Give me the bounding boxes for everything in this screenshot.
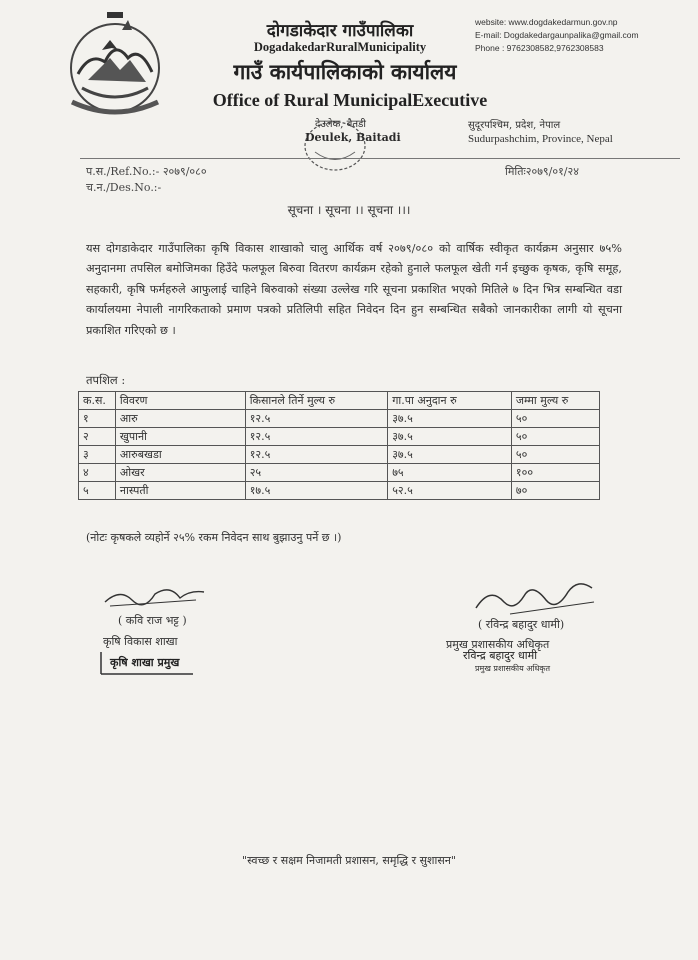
table-row xyxy=(79,482,600,500)
stamp-location-english: Deulek, Baitadi xyxy=(305,131,401,144)
contact-block xyxy=(475,16,639,55)
table-cell: ३७.५ xyxy=(388,446,512,464)
table-cell: ओखर xyxy=(115,464,245,482)
table-cell: ३७.५ xyxy=(388,410,512,428)
table-cell: ७५ xyxy=(388,464,512,482)
municipality-name-english: DogadakedarRuralMunicipality xyxy=(253,40,427,54)
nepal-emblem-logo xyxy=(60,10,170,122)
right-signatory-stamp-title: प्रमुख प्रशासकीय अधिकृत xyxy=(475,664,551,673)
table-cell: ५ xyxy=(79,482,116,500)
left-signature-scribble xyxy=(100,580,210,610)
table-cell: नास्पती xyxy=(115,482,245,500)
fruit-plant-price-table xyxy=(78,391,600,500)
table-cell: ४ xyxy=(79,464,116,482)
table-cell: २५ xyxy=(245,464,387,482)
table-cell: १२.५ xyxy=(245,428,387,446)
table-cell: २ xyxy=(79,428,116,446)
table-row xyxy=(79,464,600,482)
header-cell-subsidy: गा.पा अनुदान रु xyxy=(388,392,512,410)
table-cell: ३७.५ xyxy=(388,428,512,446)
email-text: E-mail: Dogdakedargaunpalika@gmail.com xyxy=(475,30,639,40)
left-signatory-section: कृषि विकास शाखा xyxy=(103,635,178,648)
table-header-row xyxy=(79,392,600,410)
table-row xyxy=(79,428,600,446)
website-text: website: www.dogdakedarmun.gov.np xyxy=(475,17,618,27)
location-english: Sudurpashchim, Province, Nepal xyxy=(468,133,613,145)
table-cell: १ xyxy=(79,410,116,428)
dispatch-number: च.न./Des.No.:- xyxy=(86,181,162,194)
table-cell: १२.५ xyxy=(245,410,387,428)
header-divider xyxy=(80,158,680,159)
table-cell: ५२.५ xyxy=(388,482,512,500)
table-row xyxy=(79,446,600,464)
table-cell: ३ xyxy=(79,446,116,464)
office-name-nepali: गाउँ कार्यपालिकाको कार्यालय xyxy=(233,59,457,84)
table-cell: आरु xyxy=(115,410,245,428)
right-signatory-stamp-name: रविन्द्र बहादुर धामी xyxy=(463,649,538,662)
table-cell: १७.५ xyxy=(245,482,387,500)
table-row xyxy=(79,410,600,428)
left-signatory-name: ( कवि राज भट्ट ) xyxy=(118,614,187,627)
phone-text: Phone : 9762308582,9762308583 xyxy=(475,43,604,53)
right-signatory-title: प्रमुख प्रशासकीय अधिकृत xyxy=(446,638,550,651)
header-cell-description: विवरण xyxy=(115,392,245,410)
header-cell-total: जम्मा मुल्य रु xyxy=(511,392,599,410)
office-name-english: Office of Rural MunicipalExecutive xyxy=(212,90,488,110)
reference-number: प.स./Ref.No.:- २०७९/०८० xyxy=(86,165,207,178)
details-label: तपशिल : xyxy=(86,373,126,387)
table-cell: ५० xyxy=(511,428,599,446)
table-cell: ७० xyxy=(511,482,599,500)
table-cell: ५० xyxy=(511,410,599,428)
note-text: (नोटः कृषकले व्यहोर्ने २५% रकम निवेदन साथ बुझाउनु पर्ने छ ।) xyxy=(86,531,342,544)
table-cell: १०० xyxy=(511,464,599,482)
right-signatory-name: ( रविन्द्र बहादुर धामी) xyxy=(478,618,565,631)
stamp-location-nepali: देउलेक, बैतडी xyxy=(315,119,366,130)
footer-slogan: "स्वच्छ र सक्षम निजामती प्रशासन, समृद्धि र सुशासन" xyxy=(242,854,456,867)
left-signatory-stamp: कृषि शाखा प्रमुख xyxy=(110,656,180,669)
notice-title: सूचना । सूचना ।। सूचना ।।। xyxy=(287,203,411,217)
municipality-name-nepali: दोगडाकेदार गाउँपालिका xyxy=(266,21,414,41)
table-cell: खुपानी xyxy=(115,428,245,446)
right-signature-scribble xyxy=(470,572,600,620)
location-nepali: सुदूरपश्चिम, प्रदेश, नेपाल xyxy=(468,120,561,131)
header-cell-farmer-price: किसानले तिर्ने मुल्य रु xyxy=(245,392,387,410)
table-cell: ५० xyxy=(511,446,599,464)
table-cell: आरुबखडा xyxy=(115,446,245,464)
table-cell: १२.५ xyxy=(245,446,387,464)
notice-body-paragraph: यस दोगडाकेदार गाउँपालिका कृषि विकास शाखाको चालु आर्थिक वर्ष २०७९/०८० को वार्षिक स्वीकृत कार्यक्रम अनुसार ७५% अनुदानमा तपसिल बमोजिमका हिउँदे फलफूल बिरुवा वितरण कार्यक्रम रहेको हुनाले फलफूल खेती गर्न इच्छुक कृषक, कृषि समूह, सहकारी, कृषि फर्महरुले आफुलाई चाहिने बिरुवाको संख्या उल्लेख गरि सूचना प्रकाशित भएको मितिले ७ दिन भित्र सम्बन्धित वडा कार्यालयमा नेपाली नागरिकताको प्रमाण पत्रको प्रतिलिपी सहित निवेदन दिन हुन सम्बन्धित सबैको जानकारीका लागी यो सूचना प्रकाशित गरिएको छ । xyxy=(86,242,622,337)
letter-date: मितिः२०७९/०१/२४ xyxy=(505,165,579,178)
header-cell-serial: क.स. xyxy=(79,392,116,410)
